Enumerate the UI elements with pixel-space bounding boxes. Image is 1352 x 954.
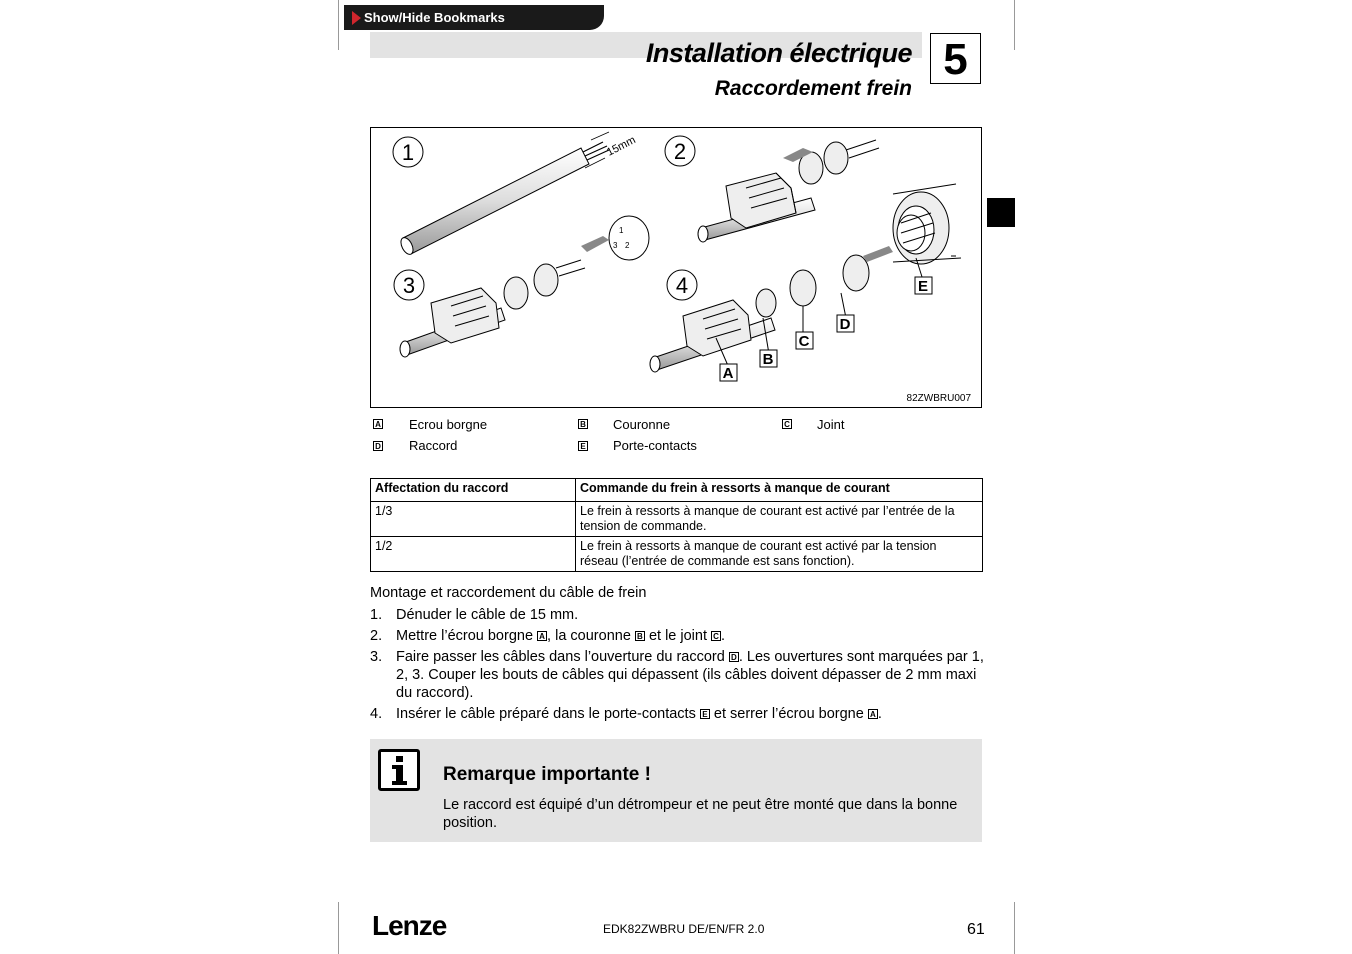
page-title: Installation électrique <box>645 38 912 68</box>
part-key-box: B <box>635 631 645 641</box>
table-cell: Le frein à ressorts à manque de courant est activé par l’entrée de la tension de commande. <box>576 502 983 537</box>
chapter-number: 5 <box>930 33 981 84</box>
list-item <box>370 627 985 645</box>
important-note <box>370 739 982 842</box>
stripped-cable <box>403 148 589 254</box>
step-number-1: 1 <box>401 140 415 165</box>
step-text: Mettre l’écrou borgne <box>396 628 538 644</box>
page-subtitle: Raccordement frein <box>714 77 912 100</box>
brake-cable-figure <box>370 127 982 408</box>
legend-label-a: Ecrou borgne <box>409 417 488 432</box>
step-text: Faire passer les câbles dans l’ouverture du raccord <box>396 649 729 665</box>
dimension-label: 15mm <box>604 134 638 159</box>
legend-label-b: Couronne <box>613 417 671 432</box>
step-text: . <box>877 706 882 722</box>
step-number-3: 3 <box>402 273 416 298</box>
note-body: Le raccord est équipé d’un détrompeur et ne peut être monté que dans la bonne position. <box>443 797 958 831</box>
part-key-box: A <box>868 709 878 719</box>
part-letter-a: A <box>722 365 734 382</box>
legend-label-d: Raccord <box>409 438 458 453</box>
step-text: et le joint <box>644 628 712 644</box>
figure-code: 82ZWBRU007 <box>906 393 971 404</box>
step-number: 2. <box>370 628 383 644</box>
part-letter-b: B <box>762 351 774 368</box>
legend-key-d: D <box>373 441 383 451</box>
pin-number: 1 <box>619 226 624 235</box>
part-key-box: A <box>537 631 547 641</box>
part-key-box: E <box>700 709 710 719</box>
document-code: EDK82ZWBRU DE/EN/FR 2.0 <box>603 922 765 936</box>
step-text: , la couronne <box>547 628 635 644</box>
info-icon <box>378 749 420 791</box>
table-header-cell: Affectation du raccord <box>371 479 576 502</box>
page-number: 61 <box>967 921 985 938</box>
bookmarks-label: Show/Hide Bookmarks <box>364 10 505 25</box>
assembly-illustration <box>371 128 983 409</box>
part-letter-e: E <box>917 278 929 295</box>
legend-label-e: Porte-contacts <box>613 438 697 453</box>
table-cell: Le frein à ressorts à manque de courant est activé par la tension réseau (l’entrée de commande est sans fonction). <box>576 537 983 572</box>
instructions-intro: Montage et raccordement du câble de frein <box>370 585 647 601</box>
step-number: 1. <box>370 607 383 623</box>
step-text: et serrer l’écrou borgne <box>709 706 868 722</box>
triangle-right-icon <box>352 11 361 25</box>
part-letter-c: C <box>798 333 810 350</box>
table-header-cell: Commande du frein à ressorts à manque de courant <box>576 479 983 502</box>
lenze-logo: Lenze <box>372 910 447 941</box>
table-row <box>371 502 983 537</box>
table-cell: 1/3 <box>371 502 576 537</box>
list-item <box>370 648 985 702</box>
table-row <box>371 537 983 572</box>
legend-key-e: E <box>578 441 588 451</box>
instruction-steps <box>370 606 985 726</box>
note-title: Remarque importante ! <box>443 764 651 785</box>
pin-number: 2 <box>625 241 630 250</box>
pin-number: 3 <box>613 241 618 250</box>
page-edge-left-bottom <box>338 902 339 954</box>
step-number: 3. <box>370 649 383 665</box>
list-item <box>370 705 985 723</box>
part-letter-d: D <box>839 316 851 333</box>
step-number: 4. <box>370 706 383 722</box>
table-cell: 1/2 <box>371 537 576 572</box>
legend-key-c: C <box>782 419 792 429</box>
step-text: . <box>721 628 726 644</box>
page-edge-right-bottom <box>1014 902 1015 954</box>
step-number-4: 4 <box>675 273 689 298</box>
part-key-box: C <box>711 631 721 641</box>
chapter-thumb-tab <box>987 198 1015 227</box>
page-edge-right-top <box>1014 0 1015 50</box>
step-text: Dénuder le câble de 15 mm. <box>396 607 579 623</box>
step-text: Insérer le câble préparé dans le porte-contacts <box>396 706 700 722</box>
step-text: . Les ouvertures sont marquées par 1, 2, 3. Couper les bouts de câbles qui dépassent (ils câbles doivent dépasser de 2 mm maxi du raccord). <box>396 649 984 701</box>
step-number-2: 2 <box>673 139 687 164</box>
legend-label-c: Joint <box>817 417 845 432</box>
legend-key-a: A <box>373 419 383 429</box>
page-edge-left-top <box>338 0 339 50</box>
table-header-row <box>371 479 983 502</box>
brake-connection-table <box>370 478 983 572</box>
part-key-box: D <box>729 652 739 662</box>
list-item <box>370 606 985 624</box>
show-hide-bookmarks-button[interactable] <box>344 5 604 30</box>
legend-key-b: B <box>578 419 588 429</box>
